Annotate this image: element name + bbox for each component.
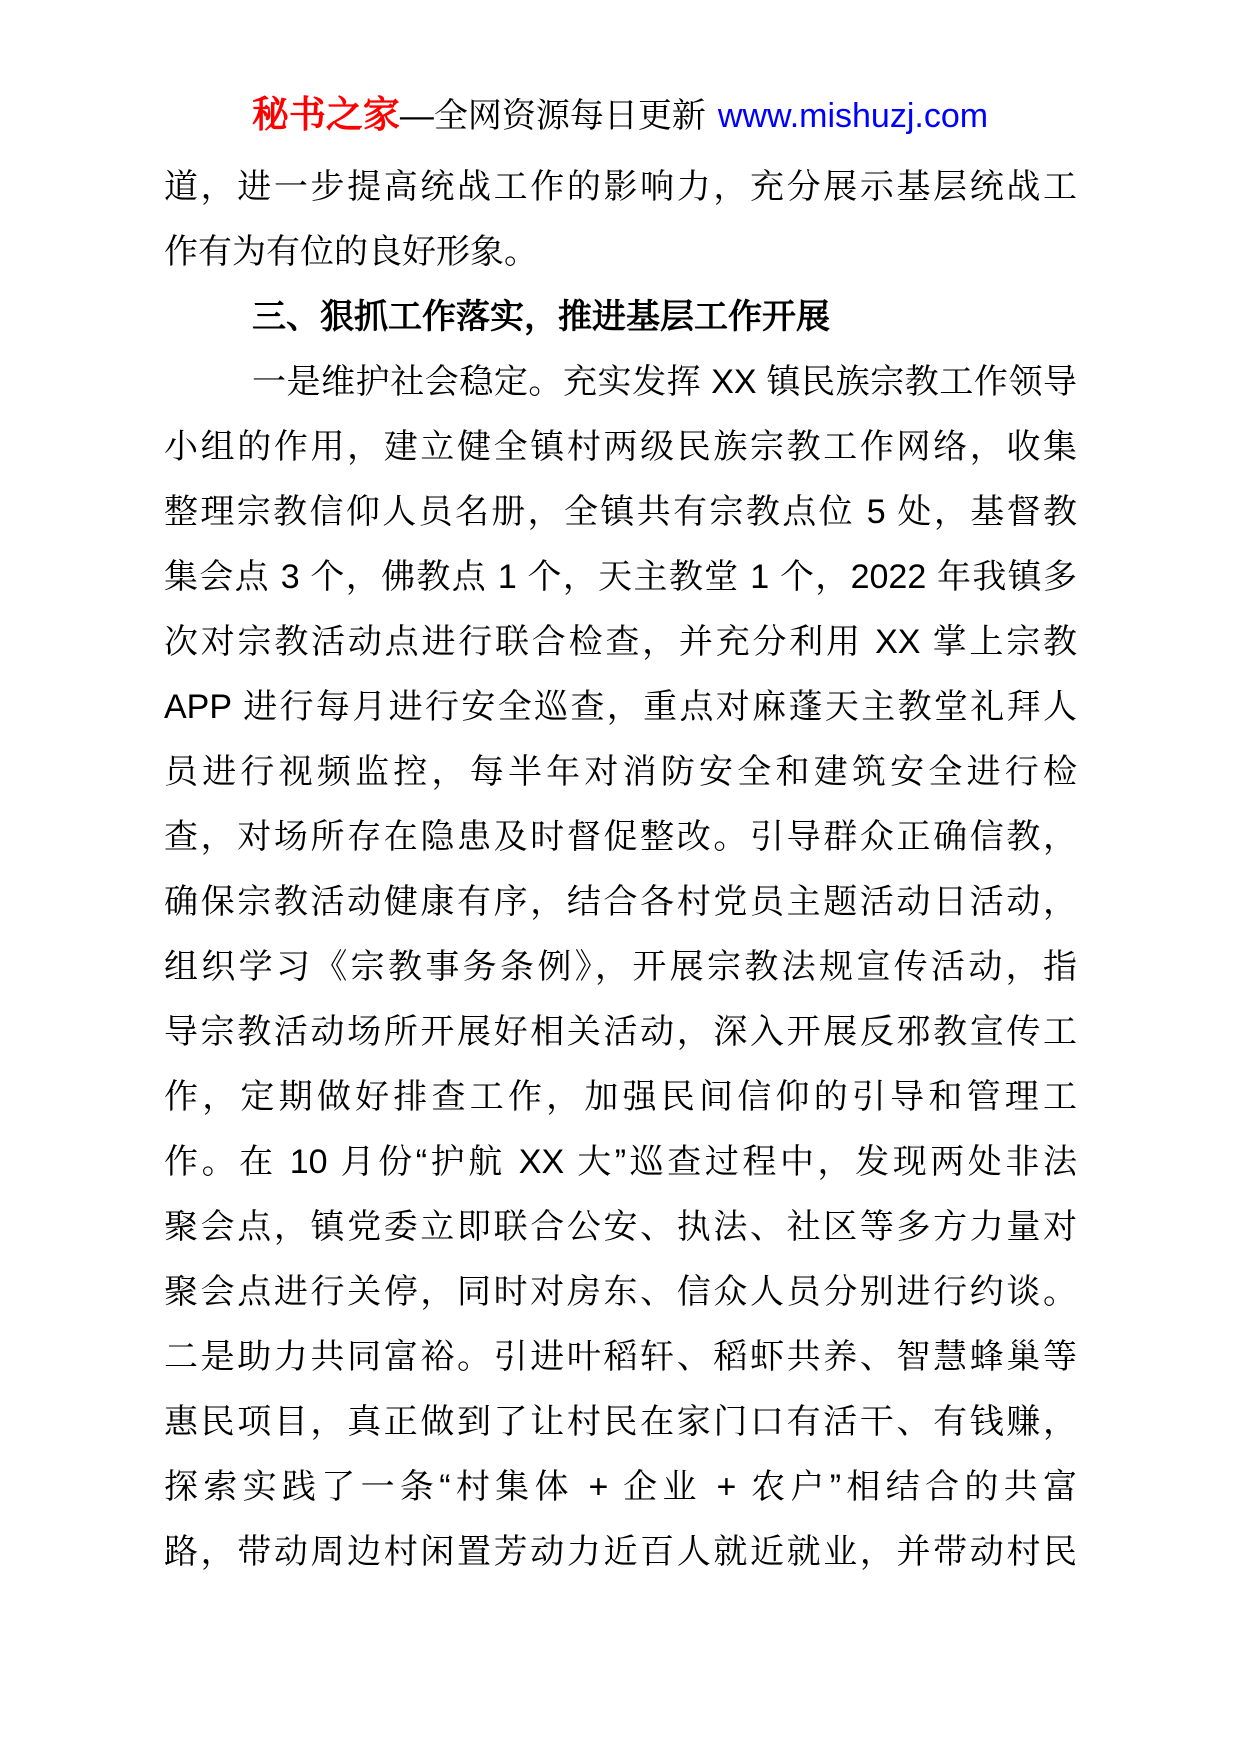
- site-tagline: —全网资源每日更新: [399, 97, 706, 135]
- body-text-line: 聚会点，镇党委立即联合公安、执法、社区等多方力量对: [164, 1208, 1077, 1246]
- body-text-line: 次对宗教活动点进行联合检查，并充分利用 XX 掌上宗教: [164, 623, 1077, 661]
- body-text-line: 员进行视频监控，每半年对消防安全和建筑安全进行检: [164, 753, 1077, 791]
- body-text-line: 探索实践了一条“村集体 + 企业 + 农户”相结合的共富: [164, 1468, 1077, 1506]
- body-text-line: 路，带动周边村闲置芳动力近百人就近就业，并带动村民: [164, 1533, 1077, 1571]
- body-text-line: 道，进一步提高统战工作的影响力，充分展示基层统战工: [164, 168, 1077, 206]
- body-text-line: 一是维护社会稳定。充实发挥 XX 镇民族宗教工作领导: [252, 363, 1077, 401]
- body-text-line: 作有为有位的良好形象。: [164, 233, 538, 271]
- body-text-line: 组织学习《宗教事务条例》，开展宗教法规宣传活动，指: [164, 948, 1077, 986]
- section-heading-line: 三、狠抓工作落实，推进基层工作开展: [252, 298, 830, 336]
- body-text-line: 小组的作用，建立健全镇村两级民族宗教工作网络，收集: [164, 428, 1077, 466]
- document-body: [164, 155, 1077, 1585]
- body-text-line: 导宗教活动场所开展好相关活动，深入开展反邪教宣传工: [164, 1013, 1077, 1051]
- body-text-line: 二是助力共同富裕。引进叶稻轩、稻虾共养、智慧蜂巢等: [164, 1338, 1077, 1376]
- site-url-link[interactable]: www.mishuzj.com: [717, 97, 989, 135]
- body-text-line: APP 进行每月进行安全巡查，重点对麻蓬天主教堂礼拜人: [164, 688, 1077, 726]
- body-text-line: 作，定期做好排查工作，加强民间信仰的引导和管理工: [164, 1078, 1077, 1116]
- body-text-line: 整理宗教信仰人员名册，全镇共有宗教点位 5 处，基督教: [164, 493, 1077, 531]
- body-text-line: 惠民项目，真正做到了让村民在家门口有活干、有钱赚，: [164, 1403, 1077, 1441]
- body-text-line: 确保宗教活动健康有序，结合各村党员主题活动日活动，: [164, 883, 1077, 921]
- site-brand: 秘书之家: [251, 94, 400, 135]
- body-text-line: 查，对场所存在隐患及时督促整改。引导群众正确信教，: [164, 818, 1077, 856]
- body-text-line: 聚会点进行关停，同时对房东、信众人员分别进行约谈。: [164, 1273, 1077, 1311]
- page-header: [0, 94, 1240, 137]
- body-text-line: 集会点 3 个，佛教点 1 个，天主教堂 1 个，2022 年我镇多: [164, 558, 1077, 596]
- body-text-line: 作。在 10 月份“护航 XX 大”巡查过程中，发现两处非法: [164, 1143, 1077, 1181]
